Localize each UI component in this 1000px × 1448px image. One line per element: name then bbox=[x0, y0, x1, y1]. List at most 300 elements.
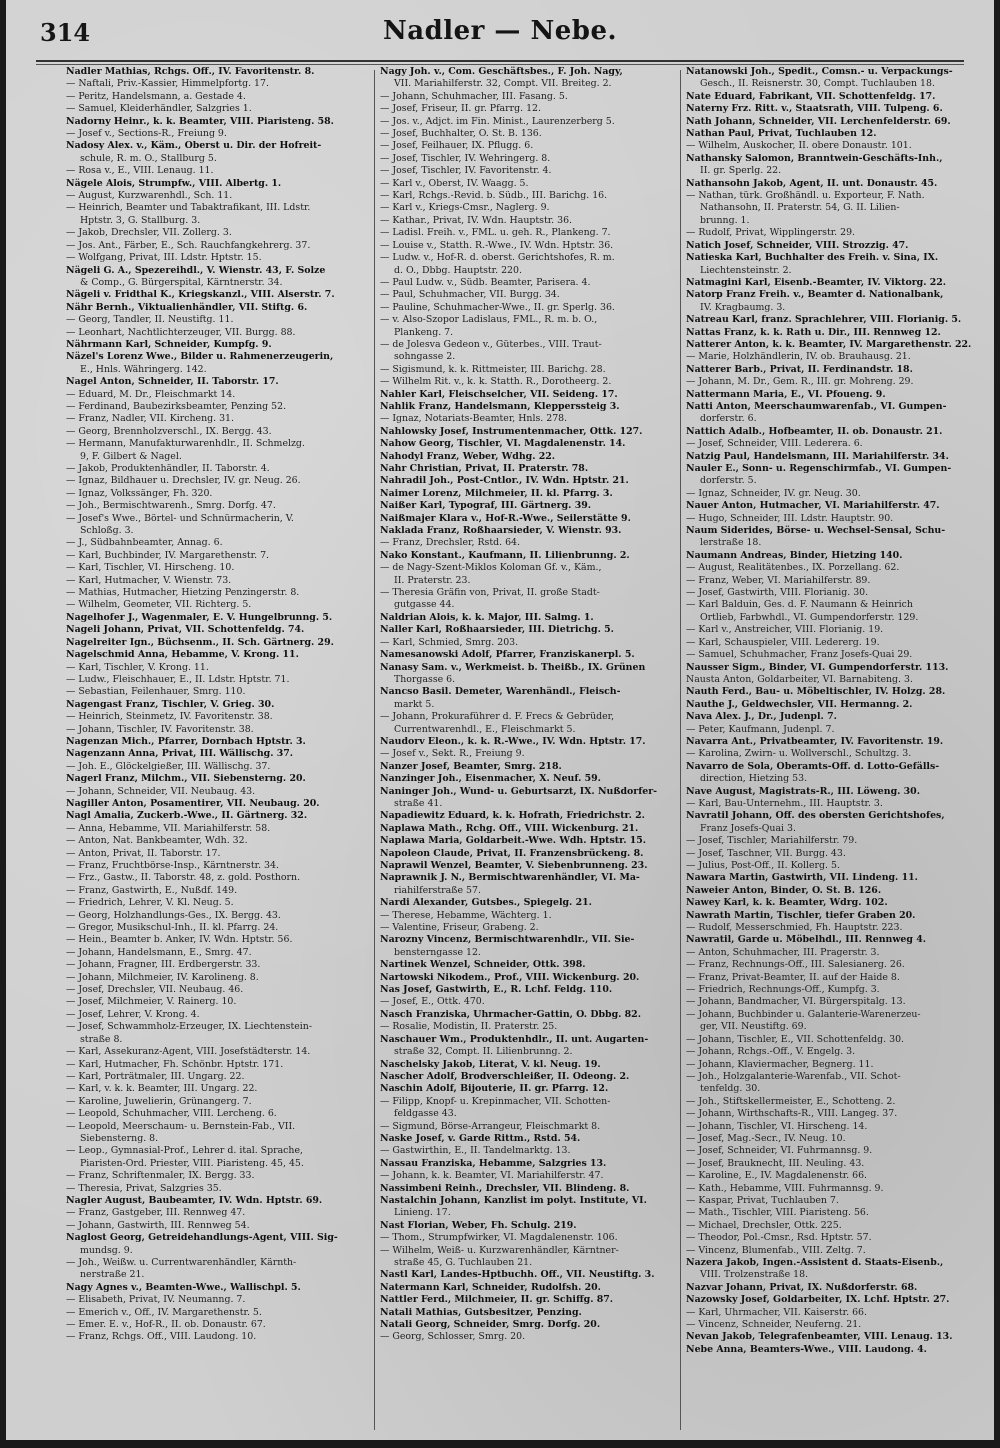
directory-entry: — Franz, Rechnungs-Off., III. Salesianerg. 26. bbox=[686, 959, 905, 971]
directory-entry: Currentwarenhdl., E., Fleischmarkt 5. bbox=[394, 723, 576, 735]
directory-entry: Natorp Franz Freih. v., Beamter d. Nationalbank, bbox=[686, 289, 944, 301]
directory-entry: — Josef, Schneider, VIII. Lederera. 6. bbox=[686, 438, 863, 450]
directory-entry: — Heinrich, Beamter und Tabaktrafikant, III. Ldstr. bbox=[66, 202, 311, 214]
directory-entry: — Karl, Schauspieler, VIII. Ledererg. 19. bbox=[686, 636, 880, 648]
directory-entry: — Karolina, Zwirn- u. Wollverschl., Schultzg. 3. bbox=[686, 748, 912, 760]
directory-entry: — Paul Ludw. v., Südb. Beamter, Parisera. 4. bbox=[380, 276, 591, 288]
directory-entry: II. Praterstr. 23. bbox=[394, 574, 471, 586]
directory-entry: Nadosy Alex. v., Käm., Oberst u. Dir. der Hofreit- bbox=[66, 140, 322, 152]
directory-entry: — Sebastian, Feilenhauer, Smrg. 110. bbox=[66, 686, 246, 698]
page-header bbox=[30, 14, 970, 54]
directory-entry: Naplawa Math., Rchg. Off., VIII. Wickenburg. 21. bbox=[380, 822, 639, 834]
directory-entry: — Wilhelm Rit. v., k. k. Statth. R., Dorotheerg. 2. bbox=[380, 376, 612, 388]
directory-entry: — Karoline, Juwelierin, Grünangerg. 7. bbox=[66, 1095, 252, 1107]
directory-entry: — Ignaz, Schneider, IV. gr. Neug. 30. bbox=[686, 487, 861, 499]
directory-entry: — Johann, Fragner, III. Erdbergerstr. 33. bbox=[66, 959, 261, 971]
directory-entry: — Hugo, Schneider, III. Ldstr. Hauptstr. 90. bbox=[686, 512, 894, 524]
directory-entry: Natti Anton, Meerschaumwarenfab., VI. Gumpen- bbox=[686, 400, 947, 412]
directory-entry: IV. Kragbaumg. 3. bbox=[700, 301, 786, 313]
directory-entry: Natieska Karl, Buchhalter des Freih. v. Sina, IX. bbox=[686, 252, 939, 264]
directory-entry: — Pauline, Schuhmacher-Wwe., II. gr. Sperlg. 36. bbox=[380, 301, 615, 313]
directory-entry: — Peritz, Handelsmann, a. Gestade 4. bbox=[66, 90, 246, 102]
directory-entry: Plankeng. 7. bbox=[394, 326, 454, 338]
directory-entry: — Marie, Holzhändlerin, IV. ob. Brauhausg. 21. bbox=[686, 351, 911, 363]
directory-entry: — Josef, Buchhalter, O. St. B. 136. bbox=[380, 128, 542, 140]
directory-entry: Natzig Paul, Handelsmann, III. Mariahilferstr. 34. bbox=[686, 450, 949, 462]
directory-entry: — Karl v., Oberst, IV. Waagg. 5. bbox=[380, 177, 529, 189]
directory-entry: — Karl, Tischler, VI. Hirscheng. 10. bbox=[66, 562, 235, 574]
directory-entry: Nasch Franziska, Uhrmacher-Gattin, O. Dbbg. 82. bbox=[380, 1008, 641, 1020]
directory-entry: d. O., Dbbg. Hauptstr. 220. bbox=[394, 264, 522, 276]
directory-entry: Naklada Franz, Roßhaarsieder, V. Wienstr. 93. bbox=[380, 525, 622, 537]
directory-entry: — Joh., Bermischtwarenh., Smrg. Dorfg. 47. bbox=[66, 500, 276, 512]
directory-entry: Natmagini Karl, Eisenb.-Beamter, IV. Viktorg. 22. bbox=[686, 276, 947, 288]
directory-entry: Nastl Karl, Landes-Hptbuchh. Off., VII. Neustiftg. 3. bbox=[380, 1269, 655, 1281]
directory-entry: Nägele Alois, Strumpfw., VIII. Albertg. 1. bbox=[66, 177, 282, 189]
directory-entry: tenfeldg. 30. bbox=[700, 1083, 761, 1095]
running-head: Nadler — Nebe. bbox=[382, 16, 618, 46]
directory-entry: Nahr Christian, Privat, II. Praterstr. 78. bbox=[380, 463, 589, 474]
directory-entry: — Johann, Tischler, VI. Hirscheng. 14. bbox=[686, 1120, 868, 1132]
directory-entry: — Joh., Stiftskellermeister, E., Schotteng. 2. bbox=[686, 1095, 896, 1107]
directory-entry: — August, Realitätenbes., IX. Porzellang. 62. bbox=[686, 562, 900, 574]
directory-entry: — Karl, Hutmacher, Fh. Schönbr. Hptstr. 171. bbox=[66, 1058, 284, 1070]
directory-entry: Näzel's Lorenz Wwe., Bilder u. Rahmenerzeugerin, bbox=[66, 351, 334, 363]
directory-entry: Nägeli v. Fridthal K., Kriegskanzl., VIII. Alserstr. 7. bbox=[66, 289, 335, 301]
directory-entry: VII. Mariahilferstr. 32, Compt. VII. Breiteg. 2. bbox=[394, 78, 612, 90]
directory-entry: Nausser Sigm., Binder, VI. Gumpendorferstr. 113. bbox=[686, 661, 949, 673]
directory-entry: — Anton, Schuhmacher, III. Pragerstr. 3. bbox=[686, 946, 880, 958]
directory-entry: — Karl v., Kriegs-Cmsr., Naglerg. 9. bbox=[380, 202, 550, 214]
directory-entry: — Ferdinand, Baubezirksbeamter, Penzing 52. bbox=[66, 400, 287, 412]
directory-entry: — Joh. E., Glöckelgießer, III. Wällischg. 37. bbox=[66, 760, 271, 772]
directory-entry: Nattler Ferd., Milchmeier, II. gr. Schiffg. 87. bbox=[380, 1294, 614, 1306]
directory-entry: Naplawa Maria, Goldarbeit.-Wwe. Wdh. Hptstr. 15. bbox=[380, 835, 647, 847]
directory-entry: Naglost Georg, Getreidehandlungs-Agent, VIII. Sig- bbox=[66, 1232, 338, 1244]
directory-entry: Nartinek Wenzel, Schneider, Ottk. 398. bbox=[380, 959, 586, 971]
directory-entry: Nähr Bernh., Viktualienhändler, VII. Stiftg. 6. bbox=[66, 301, 308, 313]
directory-entry: Nastalchin Johann, Kanzlist im polyt. Institute, VI. bbox=[380, 1194, 647, 1206]
directory-entry: — Hermann, Manufakturwarenhdlr., II. Schmelzg. bbox=[66, 438, 305, 450]
directory-entry: Nagl Amalia, Zuckerb.-Wwe., II. Gärtnerg. 32. bbox=[66, 810, 308, 822]
directory-entry: — Vincenz, Blumenfab., VIII. Zeltg. 7. bbox=[686, 1244, 866, 1256]
directory-entry: — Anna, Hebamme, VII. Mariahilferstr. 58. bbox=[66, 822, 271, 834]
directory-entry: Naschelsky Jakob, Literat, V. kl. Neug. 19. bbox=[380, 1058, 601, 1070]
directory-entry: Navratil Johann, Off. des obersten Gerichtshofes, bbox=[686, 810, 945, 822]
directory-entry: Nagerl Franz, Milchm., VII. Siebensterng. 20. bbox=[66, 773, 306, 785]
directory-entry: — Johann, Schneider, VII. Neubaug. 43. bbox=[66, 785, 256, 797]
directory-entry: Nahlowsky Josef, Instrumentenmacher, Ottk. 127. bbox=[380, 425, 643, 437]
directory-entry: — Josef, Schwammholz-Erzeuger, IX. Liechtenstein- bbox=[66, 1021, 312, 1033]
directory-entry: — Johann, Tischler, E., VII. Schottenfeldg. 30. bbox=[686, 1033, 905, 1045]
directory-entry: — Hein., Beamter b. Anker, IV. Wdn. Hptstr. 56. bbox=[66, 934, 293, 946]
directory-entry: — Josef, Milchmeier, V. Rainerg. 10. bbox=[66, 996, 237, 1008]
directory-entry: — Karl, Porträtmaler, III. Ungarg. 22. bbox=[66, 1070, 245, 1082]
directory-entry: Namesanowski Adolf, Pfarrer, Franziskanerpl. 5. bbox=[380, 649, 635, 661]
directory-entry: — Johann, Schuhmacher, III. Fasang. 5. bbox=[380, 90, 568, 102]
directory-entry: Nagy Agnes v., Beamten-Wwe., Wallischpl. 5. bbox=[66, 1281, 301, 1293]
column-divider bbox=[374, 70, 375, 1430]
directory-entry: — Johann, Handelsmann, E., Smrg. 47. bbox=[66, 946, 252, 958]
directory-entry: straße 41. bbox=[394, 797, 443, 809]
directory-entry: Nauth Ferd., Bau- u. Möbeltischler, IV. Holzg. 28. bbox=[686, 686, 946, 698]
directory-entry: — Rosalie, Modistin, II. Praterstr. 25. bbox=[380, 1021, 558, 1033]
directory-entry: — Josef, Feilhauer, IX. Pflugg. 6. bbox=[380, 140, 534, 152]
directory-entry: Nährmann Karl, Schneider, Kumpfg. 9. bbox=[66, 338, 272, 350]
directory-entry: Liechtensteinstr. 2. bbox=[700, 264, 792, 276]
directory-entry: — Karl, Hutmacher, V. Wienstr. 73. bbox=[66, 574, 232, 586]
directory-entry: — Michael, Drechsler, Ottk. 225. bbox=[686, 1219, 842, 1231]
directory-entry: Nazowsky Josef, Goldarbeiter, IX. Lchf. Hptstr. 27. bbox=[686, 1294, 950, 1306]
directory-entry: Nagler August, Baubeamter, IV. Wdn. Hptstr. 69. bbox=[66, 1194, 323, 1206]
directory-entry: bensterngasse 12. bbox=[394, 946, 481, 958]
directory-entry: — August, Kurzwarenhdl., Sch. 11. bbox=[66, 190, 233, 202]
directory-entry: E., Hnls. Währingerg. 142. bbox=[80, 363, 207, 375]
directory-entry: — Karl, Uhrmacher, VII. Kaiserstr. 66. bbox=[686, 1306, 868, 1318]
directory-entry: Naldrian Alois, k. k. Major, III. Salmg. 1. bbox=[380, 611, 594, 623]
directory-entry: Nako Konstant., Kaufmann, II. Lilienbrunng. 2. bbox=[380, 549, 630, 561]
directory-entry: Nas Josef, Gastwirth, E., R. Lchf. Feldg. 110. bbox=[380, 984, 613, 996]
directory-entry: Linieng. 17. bbox=[394, 1207, 451, 1219]
directory-entry: — Wolfgang, Privat, III. Ldstr. Hptstr. 15. bbox=[66, 252, 262, 264]
directory-entry: Gesch., II. Reisnerstr. 30, Compt. Tuchlauben 18. bbox=[700, 78, 935, 90]
directory-entry: — Leopold, Schuhmacher, VIII. Lercheng. 6. bbox=[66, 1108, 277, 1120]
directory-entry: — Nathan, türk. Großhändl. u. Exporteur, F. Nath. bbox=[686, 190, 925, 202]
directory-entry: — Therese, Hebamme, Wächterg. 1. bbox=[380, 909, 552, 921]
directory-entry: Naumann Andreas, Binder, Hietzing 140. bbox=[686, 549, 903, 561]
directory-entry: — Josef, E., Ottk. 470. bbox=[380, 996, 485, 1008]
directory-entry: — Karoline, E., IV. Magdalenenstr. 66. bbox=[686, 1170, 868, 1182]
directory-entry: — Paul, Schuhmacher, VII. Burgg. 34. bbox=[380, 289, 560, 301]
directory-entry: — Franz, Gastgeber, III. Rennweg 47. bbox=[66, 1207, 246, 1219]
directory-entry: — Theresia Gräfin von, Privat, II. große Stadt- bbox=[380, 587, 600, 599]
directory-entry: Nagenzann Anna, Privat, III. Wällischg. 37. bbox=[66, 748, 294, 760]
directory-entry: Nagel Anton, Schneider, II. Taborstr. 17. bbox=[66, 376, 279, 388]
directory-entry: Nauler E., Sonn- u. Regenschirmfab., VI. Gumpen- bbox=[686, 463, 952, 474]
directory-entry: sohngasse 2. bbox=[394, 351, 456, 363]
directory-entry: Nattermann Maria, E., VI. Pfoueng. 9. bbox=[686, 388, 886, 400]
directory-entry: straße 32, Compt. II. Lilienbrunng. 2. bbox=[394, 1046, 573, 1058]
directory-entry: Nartowski Nikodem., Prof., VIII. Wickenburg. 20. bbox=[380, 971, 640, 983]
directory-entry: Nagiller Anton, Posamentirer, VII. Neubaug. 20. bbox=[66, 797, 320, 809]
directory-entry: Natali Mathias, Gutsbesitzer, Penzing. bbox=[380, 1306, 582, 1318]
directory-entry: — Anton, Privat, II. Taborstr. 17. bbox=[66, 847, 221, 859]
directory-entry: Nassimbeni Reinh., Drechsler, VII. Blindeng. 8. bbox=[380, 1182, 630, 1194]
directory-entry: — Josef, Drechsler, VII. Neubaug. 46. bbox=[66, 984, 244, 996]
directory-entry: gutgasse 44. bbox=[394, 599, 455, 611]
directory-entry: — Josef v., Sections-R., Freiung 9. bbox=[66, 128, 227, 140]
directory-entry: Naschin Adolf, Bijouterie, II. gr. Pfarrg. 12. bbox=[380, 1083, 609, 1095]
directory-entry: Natterer Anton, k. k. Beamter, IV. Margarethenstr. 22. bbox=[686, 338, 972, 350]
directory-entry: — Wilhelm, Auskocher, II. obere Donaustr. 101. bbox=[686, 140, 912, 152]
directory-entry: markt 5. bbox=[394, 698, 435, 710]
directory-entry: — Karl, Schmied, Smrg. 203. bbox=[380, 636, 519, 648]
directory-entry: — v. Also-Szopor Ladislaus, FML., R. m. b. O., bbox=[380, 314, 598, 326]
directory-entry: — Ignaz, Notariats-Beamter, Hnls. 278. bbox=[380, 413, 568, 425]
header-rule bbox=[36, 60, 964, 65]
directory-entry: Natich Josef, Schneider, VIII. Strozzig. 47. bbox=[686, 239, 909, 251]
directory-entry: Nahradil Joh., Post-Cntlor., IV. Wdn. Hptstr. 21. bbox=[380, 475, 629, 487]
directory-entry: — Kaspar, Privat, Tuchlauben 7. bbox=[686, 1194, 839, 1206]
directory-entry: — Franz, Schriftenmaler, IX. Bergg. 33. bbox=[66, 1170, 255, 1182]
directory-entry: Nagelhofer J., Wagenmaler, E. V. Hungelbrunng. 5. bbox=[66, 611, 333, 623]
directory-entry: — Jos. v., Adjct. im Fin. Minist., Laurenzerberg 5. bbox=[380, 115, 615, 127]
directory-entry: Nassau Franziska, Hebamme, Salzgries 13. bbox=[380, 1157, 607, 1169]
directory-entry: — Georg, Holzhandlungs-Ges., IX. Bergg. 43. bbox=[66, 909, 281, 921]
directory-entry: — Karl, v. k. k. Beamter, III. Ungarg. 22. bbox=[66, 1083, 258, 1095]
directory-entry: — Josef, Mag.-Secr., IV. Neug. 10. bbox=[686, 1132, 846, 1144]
directory-entry: Nahlik Franz, Handelsmann, Klepperssteig 3. bbox=[380, 400, 620, 412]
directory-entry: — Franz, Weber, VI. Mariahilferstr. 89. bbox=[686, 574, 871, 586]
directory-entry: — Franz, Drechsler, Rstd. 64. bbox=[380, 537, 520, 549]
directory-entry: Natanowski Joh., Spedit., Comsn.- u. Verpackungs- bbox=[686, 66, 953, 77]
directory-entry: Nahow Georg, Tischler, VI. Magdalenenstr. 14. bbox=[380, 438, 626, 450]
directory-entry: Nattich Adalb., Hofbeamter, II. ob. Donaustr. 21. bbox=[686, 425, 943, 437]
directory-entry: — Jakob, Produktenhändler, II. Taborstr. 4. bbox=[66, 463, 270, 474]
directory-entry: Naudorv Eleon., k. k. R.-Wwe., IV. Wdn. Hptstr. 17. bbox=[380, 735, 646, 747]
directory-entry: nerstraße 21. bbox=[80, 1269, 145, 1281]
directory-entry: — Sigmund, Börse-Arrangeur, Fleischmarkt 8. bbox=[380, 1120, 601, 1132]
directory-entry: — Franz, Rchgs. Off., VIII. Laudong. 10. bbox=[66, 1331, 257, 1343]
directory-entry: — de Jolesva Gedeon v., Güterbes., VIII. Traut- bbox=[380, 338, 602, 350]
directory-entry: — Karl, Assekuranz-Agent, VIII. Josefstädterstr. 14. bbox=[66, 1046, 311, 1058]
directory-entry: — J., Südbahnbeamter, Annag. 6. bbox=[66, 537, 223, 549]
directory-entry: Nazvar Johann, Privat, IX. Nußdorferstr. 68. bbox=[686, 1281, 918, 1293]
directory-entry: Nawrath Martin, Tischler, tiefer Graben 20. bbox=[686, 909, 916, 921]
directory-entry: Nardi Alexander, Gutsbes., Spiegelg. 21. bbox=[380, 897, 592, 909]
directory-entry: Nagenzan Mich., Pfarrer, Dornbach Hptstr. 3. bbox=[66, 735, 306, 747]
directory-entry: — Valentine, Friseur, Grabeng. 2. bbox=[380, 922, 539, 934]
directory-entry: riahilferstraße 57. bbox=[394, 884, 481, 896]
directory-entry: — Leonhart, Nachtlichterzeuger, VII. Burgg. 88. bbox=[66, 326, 296, 338]
directory-entry: — Josef's Wwe., Börtel- und Schnürmacherin, V. bbox=[66, 512, 294, 524]
directory-entry: Thorgasse 6. bbox=[394, 673, 456, 685]
directory-entry: — Georg, Schlosser, Smrg. 20. bbox=[380, 1331, 526, 1343]
directory-entry: Nevan Jakob, Telegrafenbeamter, VIII. Lenaug. 13. bbox=[686, 1331, 953, 1343]
directory-entry: — Emerich v., Off., IV. Margarethenstr. 5. bbox=[66, 1306, 262, 1318]
directory-entry: — Josef, Gastwirth, VIII. Florianig. 30. bbox=[686, 587, 869, 599]
directory-entry: — Jos. Ant., Färber, E., Sch. Rauchfangkehrerg. 37. bbox=[66, 239, 311, 251]
directory-entry: — Johann, Tischler, IV. Favoritenstr. 38. bbox=[66, 723, 254, 735]
directory-entry: — Karl v., Anstreicher, VIII. Florianig. 19. bbox=[686, 624, 884, 636]
directory-entry: — Johann, Prokuraführer d. F. Frecs & Gebrüder, bbox=[380, 711, 615, 723]
directory-entry: Naißmajer Klara v., Hof-R.-Wwe., Seilerstätte 9. bbox=[380, 512, 631, 524]
directory-entry: Franz Josefs-Quai 3. bbox=[700, 822, 796, 834]
directory-entry: — Josef, Tischler, IV. Favoritenstr. 4. bbox=[380, 165, 552, 177]
directory-entry: — Frz., Gastw., II. Taborstr. 48, z. gold. Posthorn. bbox=[66, 872, 301, 884]
column-3 bbox=[686, 66, 986, 1434]
directory-entry: Naterny Frz. Ritt. v., Staatsrath, VIII. Tulpeng. 6. bbox=[686, 103, 943, 115]
directory-entry: Nawara Martin, Gastwirth, VII. Lindeng. 11. bbox=[686, 872, 918, 884]
directory-entry: Navarra Ant., Privatbeamter, IV. Favoritenstr. 19. bbox=[686, 735, 944, 747]
directory-entry: Nahler Karl, Fleischselcher, VII. Seideng. 17. bbox=[380, 388, 618, 400]
directory-entry: Naprawil Wenzel, Beamter, V. Siebenbrunneng. 23. bbox=[380, 860, 648, 871]
directory-entry: Naninger Joh., Wund- u. Geburtsarzt, IX. Nußdorfer- bbox=[380, 785, 658, 797]
column-2 bbox=[380, 66, 680, 1434]
directory-entry: — Leopold, Meerschaum- u. Bernstein-Fab., VII. bbox=[66, 1120, 296, 1132]
directory-entry: direction, Hietzing 53. bbox=[700, 773, 808, 785]
directory-entry: Nathansohn, II. Praterstr. 54, G. II. Lilien- bbox=[700, 202, 900, 214]
directory-entry: — Friedrich, Lehrer, V. Kl. Neug. 5. bbox=[66, 897, 234, 909]
directory-entry: — Gregor, Musikschul-Inh., II. kl. Pfarrg. 24. bbox=[66, 922, 279, 934]
directory-entry: — Johann, M. Dr., Gem. R., III. gr. Mohreng. 29. bbox=[686, 376, 914, 388]
directory-entry: — Ignaz, Bildhauer u. Drechsler, IV. gr. Neug. 26. bbox=[66, 475, 301, 487]
directory-entry: — Kath., Hebamme, VIII. Fuhrmannsg. 9. bbox=[686, 1182, 884, 1194]
directory-entry: Nanzinger Joh., Eisenmacher, X. Neuf. 59. bbox=[380, 773, 601, 785]
directory-entry: Nancso Basil. Demeter, Warenhändl., Fleisch- bbox=[380, 686, 621, 698]
directory-entry: Naum Siderides, Börse- u. Wechsel-Sensal, Schu- bbox=[686, 525, 946, 537]
directory-entry: Nausta Anton, Goldarbeiter, VI. Barnabiteng. 3. bbox=[686, 673, 913, 685]
directory-entry: — Johann, Milchmeier, IV. Karolineng. 8. bbox=[66, 971, 259, 983]
directory-entry: — Franz, Privat-Beamter, II. auf der Haide 8. bbox=[686, 971, 900, 983]
directory-entry: — Kathar., Privat, IV. Wdn. Hauptstr. 36. bbox=[380, 214, 573, 226]
directory-entry: — Franz, Nadler, VII. Kircheng. 31. bbox=[66, 413, 234, 425]
directory-entry: — Heinrich, Steinmetz, IV. Favoritenstr. 38. bbox=[66, 711, 273, 723]
directory-entry: Narozny Vincenz, Bermischtwarenhdlr., VII. Sie- bbox=[380, 934, 635, 946]
directory-entry: Nadorny Heinr., k. k. Beamter, VIII. Piaristeng. 58. bbox=[66, 115, 334, 127]
directory-entry: Nanzer Josef, Beamter, Smrg. 218. bbox=[380, 760, 562, 772]
column-1 bbox=[66, 66, 366, 1434]
directory-entry: — Samuel, Kleiderhändler, Salzgries 1. bbox=[66, 103, 252, 115]
directory-entry: — Anton, Nat. Bankbeamter, Wdh. 32. bbox=[66, 835, 248, 847]
directory-entry: — Johann, k. k. Beamter, VI. Mariahilferstr. 47. bbox=[380, 1170, 604, 1182]
directory-entry: — Friedrich, Rechnungs-Off., Kumpfg. 3. bbox=[686, 984, 880, 996]
directory-entry: Nanasy Sam. v., Werkmeist. b. Theißb., IX. Grünen bbox=[380, 661, 646, 673]
directory-entry: Nagelschmid Anna, Hebamme, V. Krong. 11. bbox=[66, 649, 299, 661]
directory-entry: — Samuel, Schuhmacher, Franz Josefs-Quai 29. bbox=[686, 649, 913, 661]
page-number: 314 bbox=[40, 18, 91, 47]
directory-entry: Naweier Anton, Binder, O. St. B. 126. bbox=[686, 884, 882, 896]
directory-entry: — Josef v., Sekt. R., Freiung 9. bbox=[380, 748, 525, 760]
directory-entry: Nast Florian, Weber, Fh. Schulg. 219. bbox=[380, 1219, 577, 1231]
directory-entry: — Louise v., Statth. R.-Wwe., IV. Wdn. Hptstr. 36. bbox=[380, 239, 614, 251]
directory-entry: & Comp., G. Bürgerspital, Kärntnerstr. 34. bbox=[80, 276, 283, 288]
directory-entry: Nebe Anna, Beamters-Wwe., VIII. Laudong. 4. bbox=[686, 1343, 927, 1355]
directory-entry: dorferstr. 5. bbox=[700, 475, 757, 487]
directory-entry: Naprawnik J. N., Bermischtwarenhändler, VI. Ma- bbox=[380, 872, 640, 884]
directory-entry: — Emer. E. v., Hof-R., II. ob. Donaustr. 67. bbox=[66, 1319, 266, 1331]
directory-entry: — Theodor, Pol.-Cmsr., Rsd. Hptstr. 57. bbox=[686, 1232, 872, 1244]
directory-entry: Nägeli G. A., Spezereihdl., V. Wienstr. 43, F. Solze bbox=[66, 264, 326, 276]
directory-entry: Natermann Karl, Schneider, Rudolfsh. 20. bbox=[380, 1281, 601, 1293]
directory-entry: Naller Karl, Roßhaarsieder, III. Dietrichg. 5. bbox=[380, 624, 614, 636]
directory-entry: — Elisabeth, Privat, IV. Neumanng. 7. bbox=[66, 1294, 246, 1306]
directory-entry: — Gastwirthin, E., II. Tandelmarktg. 13. bbox=[380, 1145, 571, 1157]
directory-entry: Nagy Joh. v., Com. Geschäftsbes., F. Joh. Nagy, bbox=[380, 66, 623, 77]
directory-entry: Nate Eduard, Fabrikant, VII. Schottenfeldg. 17. bbox=[686, 90, 936, 102]
directory-entry: — Georg, Brennholzverschl., IX. Bergg. 43. bbox=[66, 425, 272, 437]
directory-entry: Nahodyl Franz, Weber, Wdhg. 22. bbox=[380, 450, 556, 462]
directory-entry: lerstraße 18. bbox=[700, 537, 762, 549]
directory-entry: Naske Josef, v. Garde Rittm., Rstd. 54. bbox=[380, 1132, 581, 1144]
directory-entry: Natali Georg, Schneider, Smrg. Dorfg. 20. bbox=[380, 1319, 601, 1331]
directory-entry: Nauthe J., Geldwechsler, VII. Hermanng. 2. bbox=[686, 698, 913, 710]
directory-entry: Nauer Anton, Hutmacher, VI. Mariahilferstr. 47. bbox=[686, 500, 940, 512]
directory-entry: — Johann, Wirthschafts-R., VIII. Langeg. 37. bbox=[686, 1108, 898, 1120]
directory-entry: — Georg, Tandler, II. Neustiftg. 11. bbox=[66, 314, 234, 326]
directory-entry: — Josef, Tischler, Mariahilferstr. 79. bbox=[686, 835, 858, 847]
directory-entry: — Joh., Holzgalanterie-Warenfab., VII. Schot- bbox=[686, 1070, 901, 1082]
directory-entry: Nawey Karl, k. k. Beamter, Wdrg. 102. bbox=[686, 897, 888, 909]
directory-entry: — Ladisl. Freih. v., FML. u. geh. R., Plankeng. 7. bbox=[380, 227, 611, 239]
directory-entry: — de Nagy-Szent-Miklos Koloman Gf. v., Käm., bbox=[380, 562, 602, 574]
directory-entry: — Josef, Tischler, IV. Wehringerg. 8. bbox=[380, 152, 551, 164]
directory-entry: — Rudolf, Privat, Wipplingerstr. 29. bbox=[686, 227, 856, 239]
directory-entry: — Joh., Weißw. u. Currentwarenhändler, Kärnth- bbox=[66, 1257, 297, 1268]
directory-entry: straße 45, G. Tuchlauben 21. bbox=[394, 1257, 533, 1268]
directory-entry: — Karl, Bau-Unternehm., III. Hauptstr. 3. bbox=[686, 797, 883, 809]
directory-columns bbox=[58, 66, 988, 1434]
directory-entry: VIII. Trolzenstraße 18. bbox=[700, 1269, 809, 1281]
directory-entry: Nadler Mathias, Rchgs. Off., IV. Favoritenstr. 8. bbox=[66, 66, 315, 77]
directory-entry: — Josef, Brauknecht, III. Neuling. 43. bbox=[686, 1157, 865, 1169]
directory-entry: Nawratil, Garde u. Möbelhdl., III. Rennweg 4. bbox=[686, 934, 927, 946]
directory-entry: — Rosa v., E., VIII. Lenaug. 11. bbox=[66, 165, 214, 177]
directory-entry: — Vincenz, Schneider, Neuferng. 21. bbox=[686, 1319, 862, 1331]
directory-entry: — Josef, Schneider, VI. Fuhrmannsg. 9. bbox=[686, 1145, 873, 1157]
directory-entry: — Karl, Tischler, V. Krong. 11. bbox=[66, 661, 209, 673]
directory-entry: Hptstr. 3, G. Stallburg. 3. bbox=[80, 214, 201, 226]
directory-entry: Natterer Barb., Privat, II. Ferdinandstr. 18. bbox=[686, 363, 913, 375]
directory-entry: ger, VII. Neustiftg. 69. bbox=[700, 1021, 807, 1033]
directory-entry: Siebensterng. 8. bbox=[80, 1132, 159, 1144]
directory-entry: — Johann, Rchgs.-Off., V. Engelg. 3. bbox=[686, 1046, 856, 1058]
directory-entry: — Karl Balduin, Ges. d. F. Naumann & Heinrich bbox=[686, 599, 913, 611]
directory-entry: Nagelreiter Ign., Büchsenm., II. Sch. Gärtnerg. 29. bbox=[66, 636, 334, 648]
directory-entry: — Julius, Post-Off., II. Kollerg. 5. bbox=[686, 860, 840, 871]
directory-entry: — Theresia, Privat, Salzgries 35. bbox=[66, 1182, 222, 1194]
directory-entry: — Franz, Fruchtbörse-Insp., Kärntnerstr. 34. bbox=[66, 860, 279, 871]
directory-entry: Piaristen-Ord. Priester, VIII. Piaristeng. 45, 45. bbox=[80, 1157, 304, 1169]
directory-entry: — Wilhelm, Weiß- u. Kurzwarenhändler, Kärntner- bbox=[380, 1244, 619, 1256]
directory-entry: Nath Johann, Schneider, VII. Lerchenfelderstr. 69. bbox=[686, 115, 951, 127]
directory-entry: Nagengast Franz, Tischler, V. Grieg. 30. bbox=[66, 698, 275, 710]
directory-entry: — Math., Tischler, VIII. Piaristeng. 56. bbox=[686, 1207, 869, 1219]
directory-entry: — Karl, Buchbinder, IV. Margarethenstr. 7. bbox=[66, 549, 270, 561]
directory-entry: — Thom., Strumpfwirker, VI. Magdalenenstr. 106. bbox=[380, 1232, 618, 1244]
directory-entry: dorferstr. 6. bbox=[700, 413, 757, 425]
directory-entry: Nathansky Salomon, Branntwein-Geschäfts-Inh., bbox=[686, 152, 943, 164]
directory-entry: Navarro de Sola, Oberamts-Off. d. Lotto-Gefälls- bbox=[686, 760, 940, 772]
directory-entry: — Johann, Gastwirth, III. Rennweg 54. bbox=[66, 1219, 250, 1231]
directory-entry: brunng. 1. bbox=[700, 214, 750, 226]
directory-entry: Nathan Paul, Privat, Tuchlauben 12. bbox=[686, 128, 877, 140]
directory-entry: — Ignaz, Volkssänger, Fh. 320. bbox=[66, 487, 213, 499]
directory-entry: straße 8. bbox=[80, 1033, 123, 1045]
directory-entry: — Josef, Lehrer, V. Krong. 4. bbox=[66, 1008, 200, 1020]
directory-entry: Nave August, Magistrats-R., III. Löweng. 30. bbox=[686, 785, 920, 797]
directory-entry: mundsg. 9. bbox=[80, 1244, 133, 1256]
directory-entry: — Josef, Friseur, II. gr. Pfarrg. 12. bbox=[380, 103, 541, 115]
directory-entry: — Naftali, Priv.-Kassier, Himmelpfortg. 17. bbox=[66, 78, 269, 90]
directory-entry: — Mathias, Hutmacher, Hietzing Penzingerstr. 8. bbox=[66, 587, 300, 599]
directory-entry: schule, R. m. O., Stallburg 5. bbox=[80, 152, 217, 164]
directory-entry: Schloßg. 3. bbox=[80, 525, 134, 537]
directory-entry: — Eduard, M. Dr., Fleischmarkt 14. bbox=[66, 388, 236, 400]
directory-entry: Natreau Karl, franz. Sprachlehrer, VIII. Florianig. 5. bbox=[686, 314, 962, 326]
directory-entry: — Josef, Taschner, VII. Burgg. 43. bbox=[686, 847, 846, 859]
directory-entry: Nascher Adolf, Brodverschleißer, II. Odeong. 2. bbox=[380, 1070, 630, 1082]
column-divider bbox=[680, 70, 681, 1430]
directory-entry: — Johann, Klaviermacher, Begnerg. 11. bbox=[686, 1058, 874, 1070]
directory-entry: Nathansohn Jakob, Agent, II. unt. Donaustr. 45. bbox=[686, 177, 938, 189]
directory-entry: Naschauer Wm., Produktenhdlr., II. unt. Augarten- bbox=[380, 1033, 649, 1045]
directory-entry: — Peter, Kaufmann, Judenpl. 7. bbox=[686, 723, 835, 735]
directory-entry: — Wilhelm, Geometer, VII. Richterg. 5. bbox=[66, 599, 252, 611]
directory-entry: — Filipp, Knopf- u. Krepinmacher, VII. Schotten- bbox=[380, 1095, 611, 1107]
directory-entry: Nazera Jakob, Ingen.-Assistent d. Staats-Eisenb., bbox=[686, 1257, 944, 1268]
directory-entry: — Ludw. v., Hof-R. d. oberst. Gerichtshofes, R. m. bbox=[380, 252, 615, 264]
